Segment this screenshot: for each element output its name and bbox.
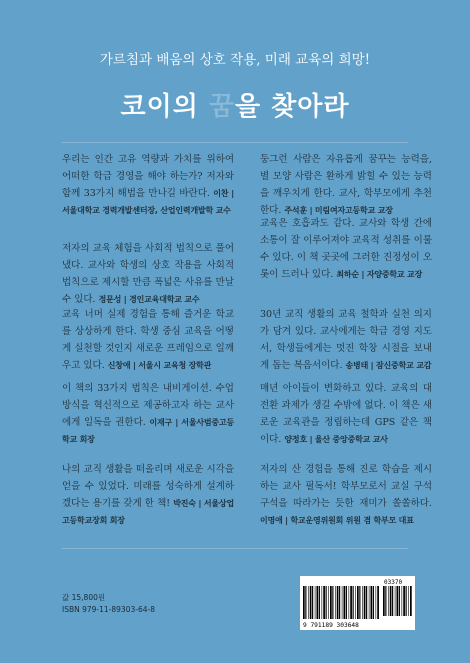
barcode-bar bbox=[305, 586, 306, 619]
price-text: 값 15,800원 bbox=[62, 593, 106, 602]
endorsement-text: 30년 교직 생활의 교육 철학과 실천 의지가 담겨 있다. 교사에게는 학급 경영 지도서, 학생들에게는 멋진 학창 시절을 보내게 돕는 복음서이다. bbox=[260, 309, 432, 371]
book-title bbox=[0, 86, 470, 123]
isbn-text: ISBN 979-11-89303-64-8 bbox=[62, 605, 155, 614]
endorsement-right-1 bbox=[260, 151, 432, 219]
barcode-bar bbox=[402, 586, 403, 616]
endorsement-text: 둥그런 사람은 자유롭게 꿈꾸는 능력을, 별 모양 사람은 환하게 밝힐 수 있는 능력을 깨우치게 한다. 교사, 학부모에게 추천한다. bbox=[260, 154, 432, 216]
barcode-bar bbox=[408, 586, 409, 616]
isbn-barcode bbox=[300, 576, 415, 630]
barcode-bar bbox=[310, 586, 312, 619]
barcode-bar bbox=[315, 586, 316, 619]
barcode-bar bbox=[308, 586, 309, 619]
title-part-2: 을 찾아라 bbox=[235, 92, 350, 122]
barcode-bar bbox=[350, 586, 352, 619]
title-part-1: 코이의 bbox=[120, 92, 209, 122]
bottom-divider bbox=[62, 548, 408, 549]
barcode-bar bbox=[349, 586, 350, 619]
barcode-bar bbox=[373, 586, 374, 619]
endorsement-left-3 bbox=[62, 306, 234, 374]
barcode-bar bbox=[312, 586, 313, 619]
barcode-bar bbox=[328, 586, 329, 619]
barcode-bar bbox=[362, 586, 363, 619]
endorsement-right-3 bbox=[260, 306, 432, 374]
barcode-bar bbox=[317, 586, 319, 619]
endorsement-left-1 bbox=[62, 151, 234, 219]
barcode-bar bbox=[337, 586, 339, 619]
endorsement-right-5 bbox=[260, 461, 432, 529]
endorsement-attribution: 박진숙 | 서울상업고등학교장회 회장 bbox=[62, 499, 234, 525]
barcode-bar bbox=[335, 586, 336, 619]
endorsement-right-4 bbox=[260, 380, 432, 448]
barcode-bar bbox=[399, 586, 400, 616]
barcode-bar bbox=[403, 586, 405, 616]
barcode-bar bbox=[395, 586, 396, 616]
barcode-bar bbox=[332, 586, 333, 619]
barcode-bar bbox=[344, 586, 346, 619]
barcode-bar bbox=[339, 586, 340, 619]
barcode-bar bbox=[390, 586, 392, 616]
barcode-bar bbox=[392, 586, 393, 616]
endorsement-text: 교육 너머 실제 경험을 통해 즐거운 학교를 상상하게 한다. 학생 중심 교육을 어떻게 실천할 것인지 새로운 프레임으로 일깨우고 있다. bbox=[62, 309, 234, 371]
barcode-bar bbox=[322, 586, 323, 619]
barcode-bar bbox=[330, 586, 332, 619]
endorsement-text: 저자의 산 경험을 통해 진로 학습을 제시하는 교사 필독서! 학부모로서 교실 구석구석을 따라가는 듯한 재미가 쏠쏠하다. bbox=[260, 464, 432, 509]
endorsement-text: 나의 교직 생활을 떠올리며 새로운 시각을 얻을 수 있었다. 미래를 성숙하게 설계하겠다는 용기를 갖게 한 책! bbox=[62, 464, 234, 509]
barcode-bar bbox=[397, 586, 399, 616]
endorsement-attribution: 이재구 | 서울사범중고등학교 회장 bbox=[62, 418, 234, 444]
barcode-bar bbox=[357, 586, 359, 619]
barcode-bar bbox=[346, 586, 347, 619]
endorsement-text: 이 책의 33가지 법칙은 내비게이션. 수업 방식을 혁신적으로 제공하고자 하는 교사에게 일독을 권한다. bbox=[62, 383, 234, 428]
barcode-bar bbox=[388, 586, 389, 616]
barcode-bar bbox=[406, 586, 407, 616]
endorsement-text: 우리는 인간 고유 역량과 가치를 위하여 어떠한 학급 경영을 해야 하는가? 저자와 함께 33가지 해법을 만나길 바란다. bbox=[62, 154, 234, 199]
endorsement-left-4 bbox=[62, 380, 234, 448]
barcode-bar bbox=[377, 586, 379, 619]
top-divider bbox=[62, 142, 408, 143]
barcode-bar bbox=[359, 586, 360, 619]
barcode-bar bbox=[303, 586, 305, 619]
barcode-bar bbox=[323, 586, 325, 619]
endorsement-attribution: 주석훈 | 미림여자고등학교 교장 bbox=[284, 206, 393, 215]
endorsement-attribution: 송병태 | 잠신중학교 교감 bbox=[345, 361, 432, 370]
barcode-bar bbox=[353, 586, 354, 619]
barcode-bar bbox=[410, 586, 412, 616]
barcode-addon-number: 03370 bbox=[384, 579, 403, 586]
endorsement-attribution: 양정호 | 울산 중앙중학교 교사 bbox=[284, 435, 388, 444]
title-highlight: 꿈 bbox=[208, 92, 235, 122]
endorsement-attribution: 신창애 | 서울시 교육청 장학관 bbox=[107, 361, 212, 370]
barcode-bar bbox=[364, 586, 366, 619]
barcode-bar bbox=[371, 586, 373, 619]
barcode-bar bbox=[319, 586, 320, 619]
endorsement-text: 교육은 호흡과도 같다. 교사와 학생 간에 소통이 잘 이루어져야 교육적 성취를 이룰 수 있다. 이 책 곳곳에 그러한 진정성이 오롯이 드러나 있다. bbox=[260, 218, 432, 280]
barcode-bar bbox=[383, 586, 385, 616]
barcode-bar bbox=[385, 586, 386, 616]
endorsement-left-2 bbox=[62, 240, 234, 308]
price-block bbox=[62, 592, 155, 616]
barcode-bar bbox=[326, 586, 327, 619]
barcode-bar bbox=[342, 586, 343, 619]
endorsement-attribution: 최하순 | 자양중학교 교장 bbox=[336, 270, 423, 279]
barcode-bar bbox=[369, 586, 370, 619]
subtitle: 가르침과 배움의 상호 작용, 미래 교육의 희망! bbox=[99, 52, 371, 68]
endorsement-right-2 bbox=[260, 215, 432, 283]
barcode-bar bbox=[355, 586, 356, 619]
barcode-bar bbox=[376, 586, 377, 619]
endorsement-attribution: 정문성 | 경인교육대학교 교수 bbox=[98, 295, 200, 304]
endorsement-attribution: 이명애 | 학교운영위원회 위원 겸 학부모 대표 bbox=[260, 516, 414, 525]
endorsement-text: 매년 아이들이 변화하고 있다. 교육의 대전환 과제가 생길 수밖에 없다. 이 책은 새로운 교육관을 정립하는데 GPS 같은 책이다. bbox=[260, 383, 432, 445]
barcode-main-number: 9 791189 303648 bbox=[303, 622, 359, 629]
endorsement-text: 저자의 교육 체험을 사회적 법칙으로 풀어냈다. 교사와 학생의 상호 작용을 사회적 법칙으로 제시할 만큼 폭넓은 사유를 만날 수 있다. bbox=[62, 243, 234, 305]
barcode-bar bbox=[366, 586, 367, 619]
endorsement-attribution: 이찬 | 서울대학교 경력개발센터장, 산업인력개발학 교수 bbox=[62, 189, 234, 215]
endorsement-left-5 bbox=[62, 461, 234, 529]
